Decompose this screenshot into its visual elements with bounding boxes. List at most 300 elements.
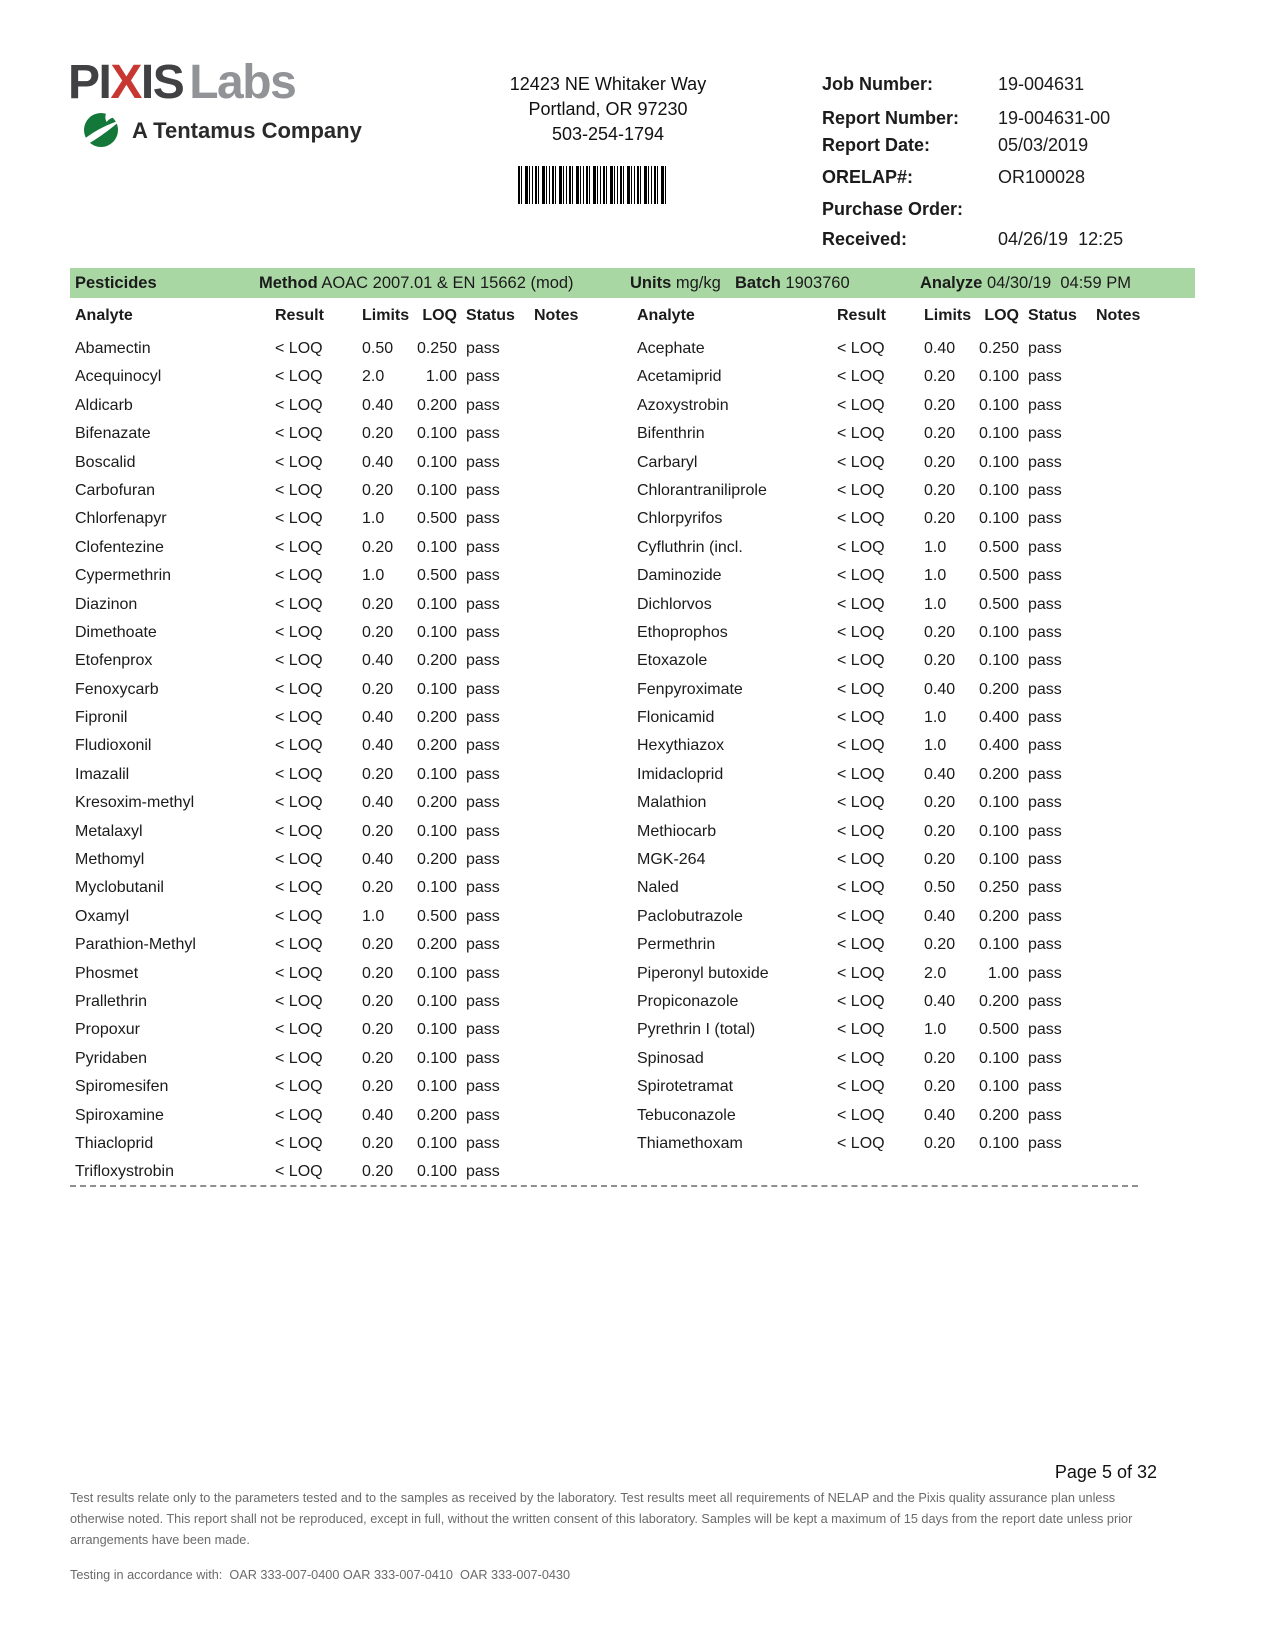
analyte-cell: Hexythiazox (637, 737, 725, 755)
analyte-cell: Fludioxonil (75, 737, 152, 755)
result-cell: < LOQ (275, 340, 323, 357)
limits-cell: 0.20 (924, 368, 956, 386)
results-table-right (632, 308, 1152, 1158)
table-row (70, 1158, 590, 1186)
notes-cell (1091, 363, 1151, 391)
loq-cell: 1.00 (425, 368, 457, 386)
limits-cell: 0.20 (362, 992, 394, 1010)
result-cell: < LOQ (275, 964, 323, 982)
limits-cell: 0.40 (924, 1106, 956, 1124)
analyte-cell: Chlorantraniliprole (637, 481, 767, 499)
table-row (632, 789, 1152, 817)
logo-text-labs: Labs (189, 56, 296, 109)
table-row (632, 704, 1152, 732)
result-cell: < LOQ (837, 964, 885, 982)
loq-cell: 0.500 (416, 510, 457, 528)
section-method (259, 268, 574, 298)
analyte-cell: Malathion (637, 794, 707, 812)
result-cell: < LOQ (837, 1078, 885, 1096)
units-label: Units (630, 274, 672, 292)
table-row (632, 846, 1152, 874)
analyte-cell: Clofentezine (75, 538, 164, 556)
loq-cell: 0.100 (978, 822, 1019, 840)
table-header-row (632, 308, 1152, 335)
method-label: Method (259, 274, 318, 292)
notes-cell (529, 477, 589, 505)
loq-cell: 0.100 (978, 1049, 1019, 1067)
loq-cell: 0.200 (978, 1106, 1019, 1124)
pixis-labs-logo (68, 55, 295, 110)
result-cell: < LOQ (837, 680, 885, 698)
loq-cell: 0.500 (978, 567, 1019, 585)
status-cell: pass (466, 851, 500, 869)
notes-cell (529, 1073, 589, 1101)
analyte-cell: Daminozide (637, 567, 722, 585)
loq-cell: 0.100 (978, 623, 1019, 641)
result-cell: < LOQ (837, 396, 885, 414)
analyte-cell: Ethoprophos (637, 623, 728, 641)
result-cell: < LOQ (837, 595, 885, 613)
table-row (70, 449, 590, 477)
limits-cell: 1.0 (924, 737, 947, 755)
table-row (632, 647, 1152, 675)
result-cell: < LOQ (837, 510, 885, 528)
analyte-cell: Cypermethrin (75, 567, 172, 585)
analyte-cell: Kresoxim-methyl (75, 794, 195, 812)
result-cell: < LOQ (837, 794, 885, 812)
analyte-cell: Diazinon (75, 595, 138, 613)
limits-cell: 0.40 (362, 709, 394, 727)
table-row (70, 1102, 590, 1130)
result-cell: < LOQ (275, 992, 323, 1010)
table-row (70, 363, 590, 391)
analyte-cell: Carbofuran (75, 481, 156, 499)
page-number: Page 5 of 32 (1054, 1462, 1157, 1482)
status-cell: pass (1028, 1078, 1062, 1096)
analyte-cell: Pyridaben (75, 1049, 148, 1067)
status-cell: pass (1028, 453, 1062, 471)
loq-cell: 0.400 (978, 709, 1019, 727)
status-cell: pass (466, 765, 500, 783)
notes-cell (529, 1016, 589, 1044)
table-row (632, 960, 1152, 988)
loq-cell: 0.200 (416, 709, 457, 727)
status-cell: pass (1028, 652, 1062, 670)
notes-cell (529, 761, 589, 789)
result-cell: < LOQ (275, 425, 323, 443)
notes-cell (529, 562, 589, 590)
limits-cell: 0.20 (362, 1049, 394, 1067)
status-cell: pass (1028, 1049, 1062, 1067)
limits-cell: 1.0 (362, 567, 385, 585)
status-cell: pass (466, 1163, 500, 1181)
analyte-cell: Aldicarb (75, 396, 133, 414)
result-cell: < LOQ (837, 822, 885, 840)
notes-cell (1091, 903, 1151, 931)
limits-cell: 0.40 (362, 453, 394, 471)
results-table-left (70, 308, 590, 1187)
result-cell: < LOQ (275, 1163, 323, 1181)
result-cell: < LOQ (837, 1106, 885, 1124)
notes-cell (1091, 732, 1151, 760)
result-cell: < LOQ (837, 879, 885, 897)
table-row (70, 818, 590, 846)
status-cell: pass (466, 623, 500, 641)
table-row (632, 392, 1152, 420)
loq-cell: 0.250 (416, 340, 457, 357)
loq-cell: 0.100 (416, 822, 457, 840)
loq-cell: 0.100 (978, 794, 1019, 812)
analyte-cell: Thiacloprid (75, 1134, 154, 1152)
limits-cell: 0.40 (924, 680, 956, 698)
loq-header: LOQ (422, 308, 457, 324)
info-row-report-number (822, 108, 1242, 129)
analyte-cell: Etoxazole (637, 652, 708, 670)
table-row (632, 761, 1152, 789)
analyte-cell: MGK-264 (637, 851, 706, 869)
notes-cell (1091, 960, 1151, 988)
table-row (70, 505, 590, 533)
status-cell: pass (1028, 737, 1062, 755)
loq-cell: 0.100 (416, 964, 457, 982)
limits-cell: 2.0 (924, 964, 947, 982)
loq-cell: 0.200 (416, 851, 457, 869)
analyte-cell: Parathion-Methyl (75, 936, 196, 954)
loq-cell: 0.100 (416, 879, 457, 897)
analyte-cell: Trifloxystrobin (75, 1163, 174, 1181)
notes-cell (529, 1158, 589, 1186)
table-row (70, 647, 590, 675)
analyte-cell: Propiconazole (637, 992, 739, 1010)
loq-cell: 0.100 (416, 623, 457, 641)
result-cell: < LOQ (837, 425, 885, 443)
analyte-cell: Acephate (637, 340, 705, 357)
analyte-cell: Flonicamid (637, 709, 715, 727)
notes-cell (529, 392, 589, 420)
status-cell: pass (1028, 964, 1062, 982)
accordance-text: Testing in accordance with: OAR 333-007-0400 OAR 333-007-0410 OAR 333-007-0430 (70, 1568, 571, 1582)
result-cell: < LOQ (275, 822, 323, 840)
analyte-cell: Bifenazate (75, 425, 151, 443)
notes-header: Notes (534, 308, 579, 324)
table-row (632, 1073, 1152, 1101)
result-cell: < LOQ (275, 567, 323, 585)
table-row (70, 534, 590, 562)
analyte-cell: Spirotetramat (637, 1078, 734, 1096)
status-cell: pass (466, 425, 500, 443)
limits-cell: 0.20 (924, 822, 956, 840)
notes-cell (1091, 931, 1151, 959)
result-cell: < LOQ (837, 1134, 885, 1152)
analyze-value: 04/30/19 04:59 PM (982, 274, 1131, 292)
table-row (70, 335, 590, 363)
limits-cell: 0.20 (362, 822, 394, 840)
table-row (70, 846, 590, 874)
notes-cell (1091, 1016, 1151, 1044)
loq-cell: 0.100 (978, 425, 1019, 443)
result-cell: < LOQ (275, 879, 323, 897)
notes-cell (529, 619, 589, 647)
table-row (70, 931, 590, 959)
result-cell: < LOQ (837, 340, 885, 357)
loq-cell: 0.200 (416, 794, 457, 812)
loq-cell: 1.00 (987, 964, 1019, 982)
loq-cell: 0.400 (978, 737, 1019, 755)
status-cell: pass (466, 368, 500, 386)
result-cell: < LOQ (275, 652, 323, 670)
loq-cell: 0.100 (416, 1078, 457, 1096)
job-number-value: 19-004631 (998, 74, 1085, 94)
result-cell: < LOQ (837, 1021, 885, 1039)
table-row (70, 477, 590, 505)
result-cell: < LOQ (837, 1049, 885, 1067)
table-row (70, 960, 590, 988)
analyte-cell: Spiromesifen (75, 1078, 169, 1096)
loq-cell: 0.100 (978, 652, 1019, 670)
loq-cell: 0.100 (416, 680, 457, 698)
status-cell: pass (1028, 765, 1062, 783)
limits-cell: 1.0 (362, 510, 385, 528)
limits-cell: 0.20 (924, 510, 956, 528)
limits-cell: 2.0 (362, 368, 385, 386)
result-cell: < LOQ (275, 709, 323, 727)
received-label: Received: (822, 229, 908, 249)
result-cell: < LOQ (275, 538, 323, 556)
received-value: 04/26/19 12:25 (998, 229, 1124, 249)
limits-cell: 0.40 (362, 737, 394, 755)
notes-cell (529, 874, 589, 902)
logo-tagline (82, 108, 362, 148)
table-row (70, 420, 590, 448)
notes-cell (529, 1102, 589, 1130)
result-cell: < LOQ (837, 851, 885, 869)
disclaimer-line-1: Test results relate only to the parameters tested and to the samples as received by the laboratory. Test results meet all requirements of NELAP and the Pixis quality assurance plan unless (70, 1491, 1116, 1505)
tagline-text: A Tentamus Company (132, 118, 362, 143)
result-cell: < LOQ (837, 907, 885, 925)
disclaimer-line-3: arrangements have been made. (70, 1533, 250, 1547)
analyte-cell: Methiocarb (637, 822, 717, 840)
table-row (632, 562, 1152, 590)
analyte-cell: Permethrin (637, 936, 716, 954)
loq-cell: 0.200 (416, 396, 457, 414)
table-row (632, 505, 1152, 533)
table-row (70, 789, 590, 817)
status-cell: pass (1028, 907, 1062, 925)
status-cell: pass (1028, 1106, 1062, 1124)
loq-cell: 0.100 (978, 851, 1019, 869)
result-cell: < LOQ (275, 1049, 323, 1067)
analyte-cell: Methomyl (75, 851, 145, 869)
status-cell: pass (1028, 510, 1062, 528)
notes-cell (529, 732, 589, 760)
limits-cell: 0.20 (362, 481, 394, 499)
limits-cell: 1.0 (362, 907, 385, 925)
notes-cell (529, 1130, 589, 1158)
info-row-job-number (822, 74, 1242, 95)
limits-header: Limits (924, 308, 972, 324)
status-cell: pass (1028, 538, 1062, 556)
notes-cell (1091, 647, 1151, 675)
status-cell: pass (466, 481, 500, 499)
loq-cell: 0.100 (416, 992, 457, 1010)
loq-cell: 0.100 (978, 481, 1019, 499)
dashed-separator (70, 1185, 1138, 1187)
loq-cell: 0.500 (416, 567, 457, 585)
status-cell: pass (466, 538, 500, 556)
status-cell: pass (466, 822, 500, 840)
result-cell: < LOQ (837, 538, 885, 556)
notes-cell (529, 818, 589, 846)
status-cell: pass (466, 737, 500, 755)
table-row (632, 1102, 1152, 1130)
result-cell: < LOQ (275, 510, 323, 528)
notes-cell (529, 988, 589, 1016)
loq-cell: 0.100 (416, 1049, 457, 1067)
analyte-cell: Fenpyroximate (637, 680, 743, 698)
limits-cell: 0.20 (362, 538, 394, 556)
limits-cell: 0.20 (924, 936, 956, 954)
analyte-cell: Dichlorvos (637, 595, 712, 613)
status-cell: pass (1028, 368, 1062, 386)
analyte-cell: Dimethoate (75, 623, 157, 641)
result-cell: < LOQ (275, 1078, 323, 1096)
status-cell: pass (466, 340, 500, 357)
analyte-cell: Prallethrin (75, 992, 148, 1010)
result-cell: < LOQ (837, 368, 885, 386)
barcode (518, 166, 668, 204)
table-row (632, 931, 1152, 959)
loq-cell: 0.100 (416, 538, 457, 556)
report-number-value: 19-004631-00 (998, 108, 1111, 128)
limits-cell: 0.20 (924, 851, 956, 869)
analyte-cell: Chlorpyrifos (637, 510, 723, 528)
analyte-cell: Acetamiprid (637, 368, 722, 386)
table-row (70, 1073, 590, 1101)
status-cell: pass (466, 1049, 500, 1067)
status-cell: pass (1028, 1021, 1062, 1039)
loq-cell: 0.200 (978, 765, 1019, 783)
result-cell: < LOQ (837, 709, 885, 727)
table-row (70, 903, 590, 931)
analyte-cell: Metalaxyl (75, 822, 143, 840)
purchase-order-label: Purchase Order: (822, 199, 964, 219)
table-row (632, 534, 1152, 562)
info-row-orelap (822, 167, 1242, 188)
loq-cell: 0.500 (978, 538, 1019, 556)
report-date-value: 05/03/2019 (998, 135, 1089, 155)
limits-cell: 0.20 (362, 623, 394, 641)
analyte-cell: Phosmet (75, 964, 139, 982)
notes-cell (529, 960, 589, 988)
analyte-cell: Spinosad (637, 1049, 704, 1067)
result-header: Result (275, 308, 324, 324)
limits-cell: 0.40 (924, 992, 956, 1010)
status-cell: pass (466, 652, 500, 670)
table-row (632, 591, 1152, 619)
notes-cell (529, 676, 589, 704)
notes-cell (1091, 846, 1151, 874)
notes-cell (1091, 420, 1151, 448)
analyte-cell: Tebuconazole (637, 1106, 736, 1124)
table-row (70, 591, 590, 619)
batch-value: 1903760 (780, 274, 850, 292)
loq-cell: 0.100 (416, 425, 457, 443)
analyte-cell: Fipronil (75, 709, 128, 727)
notes-cell (529, 931, 589, 959)
table-row (70, 1130, 590, 1158)
result-cell: < LOQ (837, 652, 885, 670)
result-cell: < LOQ (275, 1134, 323, 1152)
notes-cell (1091, 789, 1151, 817)
notes-cell (1091, 1102, 1151, 1130)
limits-cell: 0.20 (924, 1049, 956, 1067)
limits-cell: 0.20 (924, 652, 956, 670)
notes-cell (529, 647, 589, 675)
notes-cell (1091, 1130, 1151, 1158)
logo-text-is: IS (140, 56, 184, 109)
status-cell: pass (466, 794, 500, 812)
disclaimer-text (70, 1488, 1132, 1551)
notes-cell (1091, 704, 1151, 732)
analyte-cell: Azoxystrobin (637, 396, 729, 414)
table-row (632, 1130, 1152, 1158)
limits-cell: 0.40 (362, 652, 394, 670)
notes-cell (529, 846, 589, 874)
table-row (70, 392, 590, 420)
table-row (70, 732, 590, 760)
status-cell: pass (1028, 936, 1062, 954)
loq-cell: 0.100 (978, 936, 1019, 954)
status-cell: pass (466, 396, 500, 414)
notes-cell (529, 363, 589, 391)
limits-cell: 0.20 (362, 879, 394, 897)
loq-cell: 0.100 (978, 368, 1019, 386)
table-row (70, 988, 590, 1016)
analyte-cell: Etofenprox (75, 652, 153, 670)
table-row (632, 335, 1152, 363)
analyte-cell: Thiamethoxam (637, 1134, 743, 1152)
status-cell: pass (466, 595, 500, 613)
result-cell: < LOQ (837, 481, 885, 499)
table-row (70, 704, 590, 732)
batch-label: Batch (735, 274, 781, 292)
notes-cell (1091, 562, 1151, 590)
orelap-value: OR100028 (998, 167, 1086, 187)
table-row (70, 1016, 590, 1044)
result-cell: < LOQ (275, 851, 323, 869)
disclaimer-line-2: otherwise noted. This report shall not be reproduced, except in full, without the written consent of this laboratory. Samples will be kept a maximum of 15 days from the report date unless prior (70, 1512, 1133, 1526)
notes-cell (529, 903, 589, 931)
status-cell: pass (466, 709, 500, 727)
analyte-cell: Imidacloprid (637, 765, 724, 783)
method-value: AOAC 2007.01 & EN 15662 (mod) (317, 274, 574, 292)
loq-cell: 0.100 (416, 453, 457, 471)
limits-cell: 0.20 (924, 425, 956, 443)
notes-cell (529, 789, 589, 817)
section-batch (735, 268, 850, 298)
notes-cell (529, 505, 589, 533)
limits-cell: 0.20 (924, 623, 956, 641)
loq-cell: 0.200 (978, 907, 1019, 925)
result-cell: < LOQ (837, 567, 885, 585)
report-number-label: Report Number: (822, 108, 960, 128)
limits-cell: 0.20 (362, 936, 394, 954)
limits-cell: 0.20 (924, 1134, 956, 1152)
logo-text-x: X (110, 56, 141, 109)
notes-cell (1091, 676, 1151, 704)
result-cell: < LOQ (275, 595, 323, 613)
result-cell: < LOQ (837, 623, 885, 641)
